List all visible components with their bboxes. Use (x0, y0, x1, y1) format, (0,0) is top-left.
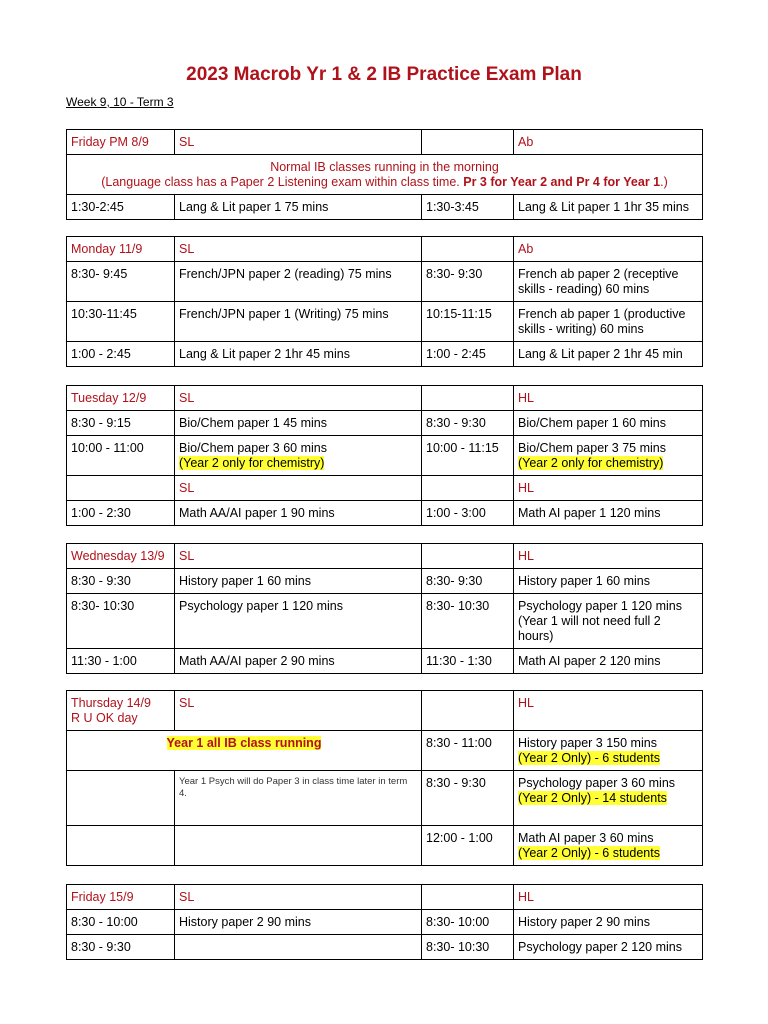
empty-cell (422, 691, 514, 731)
table-row (67, 302, 703, 342)
exam-cell: French/JPN paper 1 (Writing) 75 mins (175, 302, 422, 342)
empty-cell (67, 476, 175, 501)
table-row (67, 436, 703, 476)
exam-cell: Psychology paper 1 120 mins (Year 1 will not need full 2 hours) (514, 594, 703, 649)
exam-cell: French ab paper 1 (productive skills - writing) 60 mins (514, 302, 703, 342)
friday-table (66, 884, 703, 960)
day-label: Wednesday 13/9 (67, 544, 175, 569)
time-cell: 8:30 - 9:15 (67, 411, 175, 436)
time-cell: 8:30- 10:30 (67, 594, 175, 649)
level-label: Ab (514, 130, 703, 155)
exam-cell: Math AI paper 1 120 mins (514, 501, 703, 526)
exam-text: History paper 3 150 mins (518, 736, 657, 750)
level-label: SL (175, 130, 422, 155)
exam-cell: Math AI paper 2 120 mins (514, 649, 703, 674)
note-line: Normal IB classes running in the morning (270, 160, 499, 174)
time-cell: 11:30 - 1:30 (422, 649, 514, 674)
level-label: SL (175, 885, 422, 910)
exam-cell: History paper 1 60 mins (514, 569, 703, 594)
empty-cell (422, 130, 514, 155)
sub-header-row (67, 476, 703, 501)
exam-cell (175, 935, 422, 960)
time-cell: 8:30- 9:30 (422, 262, 514, 302)
exam-text: Bio/Chem paper 3 60 mins (179, 441, 327, 455)
time-cell: 10:15-11:15 (422, 302, 514, 342)
friday-pm-table (66, 129, 703, 220)
time-cell: 8:30 - 9:30 (67, 569, 175, 594)
table-header-row (67, 130, 703, 155)
table-row (67, 771, 703, 826)
day-label: Monday 11/9 (67, 237, 175, 262)
empty-cell (67, 826, 175, 866)
table-row (67, 910, 703, 935)
highlight-note: (Year 2 only for chemistry) (518, 456, 664, 470)
time-cell: 8:30 - 9:30 (67, 935, 175, 960)
table-row (67, 195, 703, 220)
exam-cell (514, 731, 703, 771)
exam-text: Bio/Chem paper 3 75 mins (518, 441, 666, 455)
time-cell: 1:00 - 3:00 (422, 501, 514, 526)
time-cell: 1:30-3:45 (422, 195, 514, 220)
wednesday-table (66, 543, 703, 674)
table-row (67, 826, 703, 866)
time-cell: 1:00 - 2:30 (67, 501, 175, 526)
empty-cell (422, 386, 514, 411)
monday-table (66, 236, 703, 367)
table-row (67, 569, 703, 594)
table-header-row (67, 386, 703, 411)
exam-cell (514, 826, 703, 866)
exam-cell (514, 771, 703, 826)
table-row (67, 342, 703, 367)
exam-text: Psychology paper 3 60 mins (518, 776, 676, 790)
exam-cell: Bio/Chem paper 1 45 mins (175, 411, 422, 436)
time-cell: 10:00 - 11:00 (67, 436, 175, 476)
table-row (67, 731, 703, 771)
level-label: SL (175, 237, 422, 262)
exam-cell: Lang & Lit paper 1 75 mins (175, 195, 422, 220)
note-cell (67, 155, 703, 195)
highlight-note: (Year 2 Only) - 6 students (518, 751, 660, 765)
empty-cell (422, 476, 514, 501)
day-label (67, 691, 175, 731)
highlight-note: (Year 2 Only) - 6 students (518, 846, 660, 860)
exam-cell: Math AA/AI paper 1 90 mins (175, 501, 422, 526)
exam-cell: Psychology paper 2 120 mins (514, 935, 703, 960)
exam-cell (514, 436, 703, 476)
level-label: SL (175, 476, 422, 501)
time-cell: 11:30 - 1:00 (67, 649, 175, 674)
table-header-row (67, 237, 703, 262)
time-cell: 8:30 - 11:00 (422, 731, 514, 771)
table-header-row (67, 544, 703, 569)
table-row (67, 935, 703, 960)
highlight-note: Year 1 all IB class running (166, 736, 322, 750)
exam-cell: History paper 2 90 mins (175, 910, 422, 935)
table-row (67, 262, 703, 302)
time-cell: 8:30 - 9:30 (422, 411, 514, 436)
note-cell: Year 1 Psych will do Paper 3 in class time later in term 4. (175, 771, 422, 826)
table-row (67, 594, 703, 649)
level-label: SL (175, 691, 422, 731)
exam-cell (175, 436, 422, 476)
time-cell: 8:30- 9:30 (422, 569, 514, 594)
note-line: .) (660, 175, 668, 189)
level-label: SL (175, 544, 422, 569)
exam-cell: Lang & Lit paper 1 1hr 35 mins (514, 195, 703, 220)
time-cell: 8:30- 10:30 (422, 935, 514, 960)
empty-cell (422, 885, 514, 910)
time-cell: 1:30-2:45 (67, 195, 175, 220)
level-label: HL (514, 476, 703, 501)
empty-cell (67, 771, 175, 826)
empty-cell (422, 544, 514, 569)
table-row (67, 649, 703, 674)
time-cell: 8:30- 9:45 (67, 262, 175, 302)
exam-cell: Math AA/AI paper 2 90 mins (175, 649, 422, 674)
page-subtitle: Week 9, 10 - Term 3 (66, 95, 174, 109)
day-subtext: R U OK day (71, 711, 138, 725)
exam-cell: Psychology paper 1 120 mins (175, 594, 422, 649)
exam-text: Math AI paper 3 60 mins (518, 831, 654, 845)
empty-cell (175, 826, 422, 866)
time-cell: 8:30 - 10:00 (67, 910, 175, 935)
note-bold: Pr 3 for Year 2 and Pr 4 for Year 1 (463, 175, 661, 189)
level-label: HL (514, 885, 703, 910)
level-label: HL (514, 691, 703, 731)
day-label: Friday PM 8/9 (67, 130, 175, 155)
level-label: SL (175, 386, 422, 411)
page-title: 2023 Macrob Yr 1 & 2 IB Practice Exam Plan (186, 64, 582, 85)
time-cell: 10:30-11:45 (67, 302, 175, 342)
time-cell: 12:00 - 1:00 (422, 826, 514, 866)
table-header-row (67, 691, 703, 731)
level-label: HL (514, 386, 703, 411)
time-cell: 1:00 - 2:45 (67, 342, 175, 367)
tuesday-table (66, 385, 703, 526)
day-label: Friday 15/9 (67, 885, 175, 910)
time-cell: 8:30- 10:30 (422, 594, 514, 649)
exam-cell: History paper 2 90 mins (514, 910, 703, 935)
thursday-table (66, 690, 703, 866)
exam-cell: Lang & Lit paper 2 1hr 45 min (514, 342, 703, 367)
level-label: Ab (514, 237, 703, 262)
empty-cell (422, 237, 514, 262)
table-header-row (67, 885, 703, 910)
table-row (67, 411, 703, 436)
day-label: Tuesday 12/9 (67, 386, 175, 411)
note-row (67, 155, 703, 195)
highlight-note: (Year 2 only for chemistry) (179, 456, 325, 470)
day-text: Thursday 14/9 (71, 696, 151, 710)
exam-cell: Bio/Chem paper 1 60 mins (514, 411, 703, 436)
exam-cell: French ab paper 2 (receptive skills - reading) 60 mins (514, 262, 703, 302)
note-line: (Language class has a Paper 2 Listening exam within class time. (101, 175, 464, 189)
highlight-note: (Year 2 Only) - 14 students (518, 791, 667, 805)
time-cell: 1:00 - 2:45 (422, 342, 514, 367)
exam-cell: Lang & Lit paper 2 1hr 45 mins (175, 342, 422, 367)
note-cell (67, 731, 422, 771)
exam-cell: French/JPN paper 2 (reading) 75 mins (175, 262, 422, 302)
time-cell: 8:30- 10:00 (422, 910, 514, 935)
exam-cell: History paper 1 60 mins (175, 569, 422, 594)
time-cell: 8:30 - 9:30 (422, 771, 514, 826)
time-cell: 10:00 - 11:15 (422, 436, 514, 476)
table-row (67, 501, 703, 526)
level-label: HL (514, 544, 703, 569)
